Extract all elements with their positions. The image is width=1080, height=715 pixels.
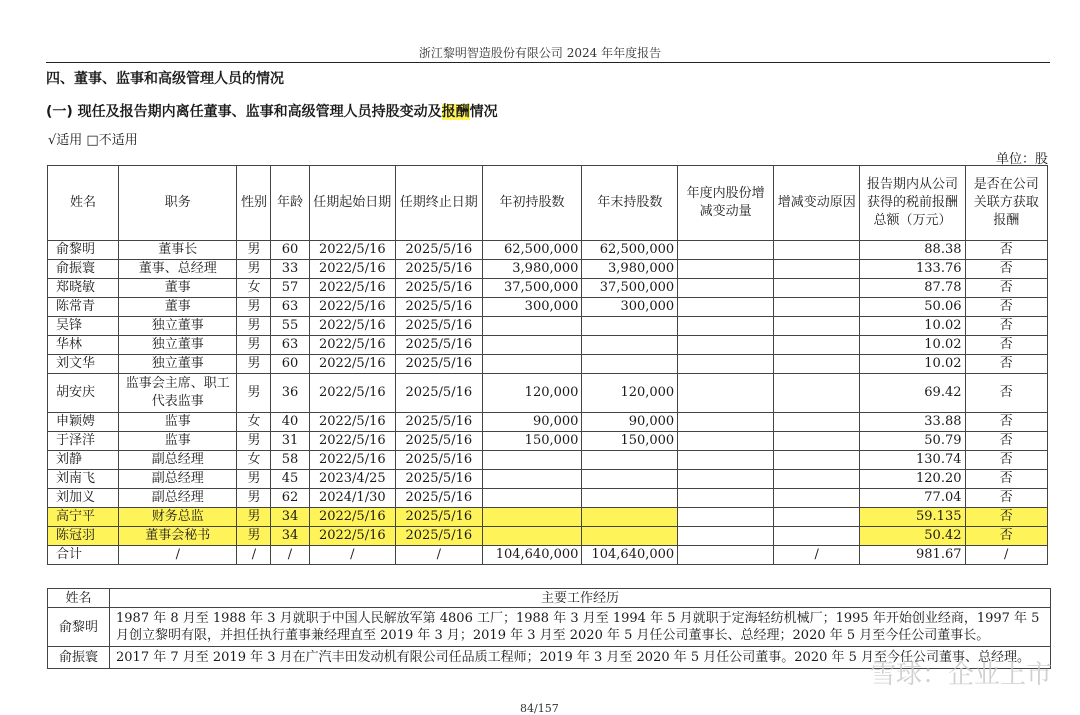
cell-shares-end <box>582 451 678 470</box>
cell-term-end: 2025/5/16 <box>396 432 483 451</box>
cell-age: 60 <box>271 355 309 374</box>
cell-related-party-pay: 否 <box>965 470 1048 489</box>
cell-compensation: 130.74 <box>860 451 965 470</box>
cell-shares-end <box>582 317 678 336</box>
cell-age: 63 <box>271 298 309 317</box>
cell-term-start: 2022/5/16 <box>309 336 396 355</box>
cell-shares-begin <box>482 336 582 355</box>
cell-name: 刘静 <box>48 451 119 470</box>
cell-term-end: 2025/5/16 <box>396 298 483 317</box>
cell-name: 俞黎明 <box>48 241 119 260</box>
header-term-end: 任期终止日期 <box>396 166 483 241</box>
cell-position: 董事、总经理 <box>119 260 237 279</box>
cell-term-end: 2025/5/16 <box>396 470 483 489</box>
cell-gender: 男 <box>237 489 271 508</box>
cell-shares-end <box>582 355 678 374</box>
cell-age: 62 <box>271 489 309 508</box>
cell-gender: 男 <box>237 260 271 279</box>
cell-shares-end: 120,000 <box>582 374 678 413</box>
cell-compensation: 50.79 <box>860 432 965 451</box>
cell-shares-begin: 62,500,000 <box>482 241 582 260</box>
cell-term-end: / <box>396 546 483 565</box>
table-row <box>48 470 1048 489</box>
cell-shares-change <box>678 508 774 527</box>
cell-shares-end <box>582 489 678 508</box>
cell-shares-change <box>678 470 774 489</box>
cell-compensation: 10.02 <box>860 355 965 374</box>
cell-term-start: 2022/5/16 <box>309 527 396 546</box>
header-change-reason: 增减变动原因 <box>773 166 860 241</box>
cell-change-reason <box>773 260 860 279</box>
cell-gender: / <box>237 546 271 565</box>
cell-position: 副总经理 <box>119 489 237 508</box>
cell-change-reason <box>773 413 860 432</box>
cell-change-reason <box>773 432 860 451</box>
cell-shares-change <box>678 432 774 451</box>
cell-age: 58 <box>271 451 309 470</box>
cell-shares-end <box>582 336 678 355</box>
cell-shares-begin <box>482 317 582 336</box>
cell-age: 34 <box>271 527 309 546</box>
header-shares-end: 年末持股数 <box>582 166 678 241</box>
page-number: 84/157 <box>520 702 559 715</box>
cell-position: 监事 <box>119 413 237 432</box>
cell-term-end: 2025/5/16 <box>396 489 483 508</box>
cell-term-start: 2024/1/30 <box>309 489 396 508</box>
cell-related-party-pay: 否 <box>965 317 1048 336</box>
cell-term-end: 2025/5/16 <box>396 279 483 298</box>
cell-position: 董事 <box>119 279 237 298</box>
table-row <box>48 241 1048 260</box>
cell-name: 华林 <box>48 336 119 355</box>
cell-gender: 女 <box>237 451 271 470</box>
cell-term-end: 2025/5/16 <box>396 241 483 260</box>
section-title: 四、董事、监事和高级管理人员的情况 <box>46 71 284 87</box>
cell-shares-end: 150,000 <box>582 432 678 451</box>
cell-shares-begin: 150,000 <box>482 432 582 451</box>
cell-compensation: 50.42 <box>860 527 965 546</box>
cell-term-end: 2025/5/16 <box>396 260 483 279</box>
bio-name: 俞黎明 <box>48 608 110 647</box>
cell-shares-end <box>582 527 678 546</box>
cell-compensation: 33.88 <box>860 413 965 432</box>
cell-age: 60 <box>271 241 309 260</box>
cell-gender: 男 <box>237 508 271 527</box>
cell-change-reason: / <box>773 546 860 565</box>
cell-shares-begin <box>482 489 582 508</box>
cell-compensation: 87.78 <box>860 279 965 298</box>
cell-related-party-pay: 否 <box>965 374 1048 413</box>
table-row <box>48 298 1048 317</box>
cell-name: 郑晓敏 <box>48 279 119 298</box>
cell-term-end: 2025/5/16 <box>396 317 483 336</box>
subsection-prefix: (一) 现任及报告期内离任董事、监事和高级管理人员持股变动及 <box>46 104 442 120</box>
cell-name: 陈冠羽 <box>48 527 119 546</box>
cell-related-party-pay: 否 <box>965 508 1048 527</box>
cell-name: 刘南飞 <box>48 470 119 489</box>
cell-shares-end: 37,500,000 <box>582 279 678 298</box>
cell-shares-begin: 300,000 <box>482 298 582 317</box>
cell-gender: 男 <box>237 241 271 260</box>
bio-text: 1987 年 8 月至 1988 年 3 月就职于中国人民解放军第 4806 工厂；1988 年 3 月至 1994 年 5 月就职于定海轻纺机械厂；1995 年开始创业经商，1997 年 5 月创立黎明有限，并担任执行董事兼经理直至 2019 年 3 月；2019 年 3 月至 2020 年 5 月任公司董事长、总经理；2020 年 5 月至今任公司董事长。 <box>110 608 1051 647</box>
cell-related-party-pay: 否 <box>965 451 1048 470</box>
header-position: 职务 <box>119 166 237 241</box>
table-body <box>48 241 1048 565</box>
cell-age: 45 <box>271 470 309 489</box>
cell-term-end: 2025/5/16 <box>396 336 483 355</box>
cell-compensation: 77.04 <box>860 489 965 508</box>
cell-age: 34 <box>271 508 309 527</box>
cell-compensation: 10.02 <box>860 317 965 336</box>
cell-shares-change <box>678 336 774 355</box>
table-row <box>48 527 1048 546</box>
cell-position: / <box>119 546 237 565</box>
cell-term-end: 2025/5/16 <box>396 451 483 470</box>
cell-position: 财务总监 <box>119 508 237 527</box>
cell-position: 副总经理 <box>119 470 237 489</box>
cell-shares-begin: 120,000 <box>482 374 582 413</box>
cell-shares-end: 62,500,000 <box>582 241 678 260</box>
header-name: 姓名 <box>48 166 119 241</box>
cell-term-start: 2022/5/16 <box>309 508 396 527</box>
header-rule <box>46 62 1050 63</box>
cell-name: 高宁平 <box>48 508 119 527</box>
document-header: 浙江黎明智造股份有限公司 2024 年年度报告 <box>418 46 662 60</box>
cell-term-end: 2025/5/16 <box>396 413 483 432</box>
cell-term-start: 2022/5/16 <box>309 298 396 317</box>
cell-gender: 男 <box>237 298 271 317</box>
header-gender: 性别 <box>237 166 271 241</box>
cell-shares-change <box>678 260 774 279</box>
table-row <box>48 374 1048 413</box>
cell-related-party-pay: 否 <box>965 279 1048 298</box>
cell-shares-end <box>582 470 678 489</box>
cell-compensation: 88.38 <box>860 241 965 260</box>
cell-term-end: 2025/5/16 <box>396 508 483 527</box>
cell-change-reason <box>773 470 860 489</box>
cell-change-reason <box>773 355 860 374</box>
table-row <box>48 336 1048 355</box>
cell-shares-end: 3,980,000 <box>582 260 678 279</box>
table-row <box>48 489 1048 508</box>
cell-shares-end: 104,640,000 <box>582 546 678 565</box>
cell-gender: 男 <box>237 336 271 355</box>
bio-name: 俞振寰 <box>48 647 110 669</box>
watermark: 雪球：企业上市 <box>869 660 1052 690</box>
cell-name: 合计 <box>48 546 119 565</box>
cell-age: / <box>271 546 309 565</box>
cell-shares-begin <box>482 355 582 374</box>
header-shares-begin: 年初持股数 <box>482 166 582 241</box>
cell-compensation: 10.02 <box>860 336 965 355</box>
cell-change-reason <box>773 279 860 298</box>
cell-change-reason <box>773 527 860 546</box>
cell-shares-begin <box>482 527 582 546</box>
bio-header-name: 姓名 <box>48 589 110 608</box>
bio-text: 2017 年 7 月至 2019 年 3 月在广汽丰田发动机有限公司任品质工程师；2019 年 3 月至 2020 年 5 月任公司董事。2020 年 5 月至今任公司董事、总经理。 <box>110 647 1051 669</box>
table-row <box>48 508 1048 527</box>
applicability-note: √适用 □不适用 <box>48 133 138 148</box>
subsection-title <box>46 101 498 121</box>
subsection-suffix: 情况 <box>469 104 498 120</box>
table-row <box>48 260 1048 279</box>
cell-gender: 男 <box>237 317 271 336</box>
cell-shares-change <box>678 241 774 260</box>
cell-term-start: 2022/5/16 <box>309 451 396 470</box>
cell-change-reason <box>773 508 860 527</box>
cell-gender: 男 <box>237 355 271 374</box>
cell-shares-change <box>678 489 774 508</box>
cell-age: 33 <box>271 260 309 279</box>
table-row <box>48 451 1048 470</box>
cell-related-party-pay: 否 <box>965 336 1048 355</box>
cell-change-reason <box>773 374 860 413</box>
header-related-party-pay: 是否在公司关联方获取报酬 <box>965 166 1048 241</box>
bio-header-row <box>48 589 1051 608</box>
table-row <box>48 279 1048 298</box>
cell-position: 独立董事 <box>119 336 237 355</box>
cell-change-reason <box>773 241 860 260</box>
cell-related-party-pay: 否 <box>965 298 1048 317</box>
cell-compensation: 59.135 <box>860 508 965 527</box>
cell-position: 监事 <box>119 432 237 451</box>
compensation-header-text: 报告期内从公司获得的税前报酬总额（万元） <box>866 177 958 228</box>
cell-term-start: 2022/5/16 <box>309 374 396 413</box>
cell-compensation: 120.20 <box>860 470 965 489</box>
cell-shares-begin: 104,640,000 <box>482 546 582 565</box>
cell-shares-end <box>582 508 678 527</box>
cell-term-start: 2022/5/16 <box>309 432 396 451</box>
table-row <box>48 432 1048 451</box>
cell-age: 36 <box>271 374 309 413</box>
cell-shares-begin: 3,980,000 <box>482 260 582 279</box>
total-row <box>48 546 1048 565</box>
cell-term-start: 2022/5/16 <box>309 279 396 298</box>
header-shares-change: 年度内股份增减变动量 <box>678 166 774 241</box>
cell-shares-change <box>678 298 774 317</box>
cell-shares-change <box>678 374 774 413</box>
cell-gender: 男 <box>237 470 271 489</box>
cell-shares-begin <box>482 508 582 527</box>
cell-term-start: 2022/5/16 <box>309 355 396 374</box>
cell-term-start: / <box>309 546 396 565</box>
cell-related-party-pay: 否 <box>965 413 1048 432</box>
cell-position: 监事会主席、职工代表监事 <box>119 374 237 413</box>
cell-related-party-pay: 否 <box>965 241 1048 260</box>
subsection-highlight: 报酬 <box>441 104 470 120</box>
cell-shares-begin <box>482 451 582 470</box>
cell-age: 31 <box>271 432 309 451</box>
cell-related-party-pay: 否 <box>965 355 1048 374</box>
shareholding-table <box>47 165 1048 565</box>
unit-label: 单位：股 <box>995 152 1048 167</box>
header-term-start: 任期起始日期 <box>309 166 396 241</box>
cell-shares-change <box>678 317 774 336</box>
cell-shares-begin <box>482 470 582 489</box>
cell-position: 独立董事 <box>119 317 237 336</box>
header-compensation <box>860 166 965 241</box>
cell-name: 申颖娉 <box>48 413 119 432</box>
cell-term-end: 2025/5/16 <box>396 355 483 374</box>
cell-compensation: 981.67 <box>860 546 965 565</box>
cell-change-reason <box>773 298 860 317</box>
cell-gender: 男 <box>237 374 271 413</box>
cell-shares-change <box>678 355 774 374</box>
cell-name: 胡安庆 <box>48 374 119 413</box>
cell-change-reason <box>773 336 860 355</box>
cell-shares-begin: 37,500,000 <box>482 279 582 298</box>
cell-term-end: 2025/5/16 <box>396 374 483 413</box>
cell-shares-end: 300,000 <box>582 298 678 317</box>
cell-compensation: 50.06 <box>860 298 965 317</box>
cell-name: 俞振寰 <box>48 260 119 279</box>
cell-term-start: 2022/5/16 <box>309 241 396 260</box>
cell-position: 董事长 <box>119 241 237 260</box>
cell-shares-end: 90,000 <box>582 413 678 432</box>
cell-age: 57 <box>271 279 309 298</box>
cell-term-start: 2023/4/25 <box>309 470 396 489</box>
cell-related-party-pay: 否 <box>965 489 1048 508</box>
cell-name: 于泽洋 <box>48 432 119 451</box>
cell-age: 63 <box>271 336 309 355</box>
cell-age: 55 <box>271 317 309 336</box>
cell-name: 吴锋 <box>48 317 119 336</box>
cell-shares-change <box>678 527 774 546</box>
table-header-row <box>48 166 1048 241</box>
cell-name: 刘文华 <box>48 355 119 374</box>
cell-gender: 男 <box>237 527 271 546</box>
cell-change-reason <box>773 317 860 336</box>
table-row <box>48 317 1048 336</box>
cell-term-start: 2022/5/16 <box>309 260 396 279</box>
cell-term-end: 2025/5/16 <box>396 527 483 546</box>
cell-shares-begin: 90,000 <box>482 413 582 432</box>
cell-position: 董事会秘书 <box>119 527 237 546</box>
cell-gender: 男 <box>237 432 271 451</box>
cell-age: 40 <box>271 413 309 432</box>
cell-term-start: 2022/5/16 <box>309 413 396 432</box>
bio-header-experience: 主要工作经历 <box>110 589 1051 608</box>
cell-shares-change <box>678 413 774 432</box>
cell-name: 陈常青 <box>48 298 119 317</box>
cell-change-reason <box>773 489 860 508</box>
bio-row <box>48 608 1051 647</box>
table-row <box>48 413 1048 432</box>
cell-related-party-pay: / <box>965 546 1048 565</box>
header-age: 年龄 <box>271 166 309 241</box>
cell-shares-change <box>678 546 774 565</box>
cell-compensation: 69.42 <box>860 374 965 413</box>
cell-related-party-pay: 否 <box>965 260 1048 279</box>
cell-change-reason <box>773 451 860 470</box>
cell-related-party-pay: 否 <box>965 432 1048 451</box>
cell-shares-change <box>678 451 774 470</box>
table-row <box>48 355 1048 374</box>
cell-position: 董事 <box>119 298 237 317</box>
cell-gender: 女 <box>237 413 271 432</box>
cell-related-party-pay: 否 <box>965 527 1048 546</box>
cell-position: 独立董事 <box>119 355 237 374</box>
cell-name: 刘加义 <box>48 489 119 508</box>
cell-compensation: 133.76 <box>860 260 965 279</box>
cell-position: 副总经理 <box>119 451 237 470</box>
cell-term-start: 2022/5/16 <box>309 317 396 336</box>
cell-shares-change <box>678 279 774 298</box>
cell-gender: 女 <box>237 279 271 298</box>
